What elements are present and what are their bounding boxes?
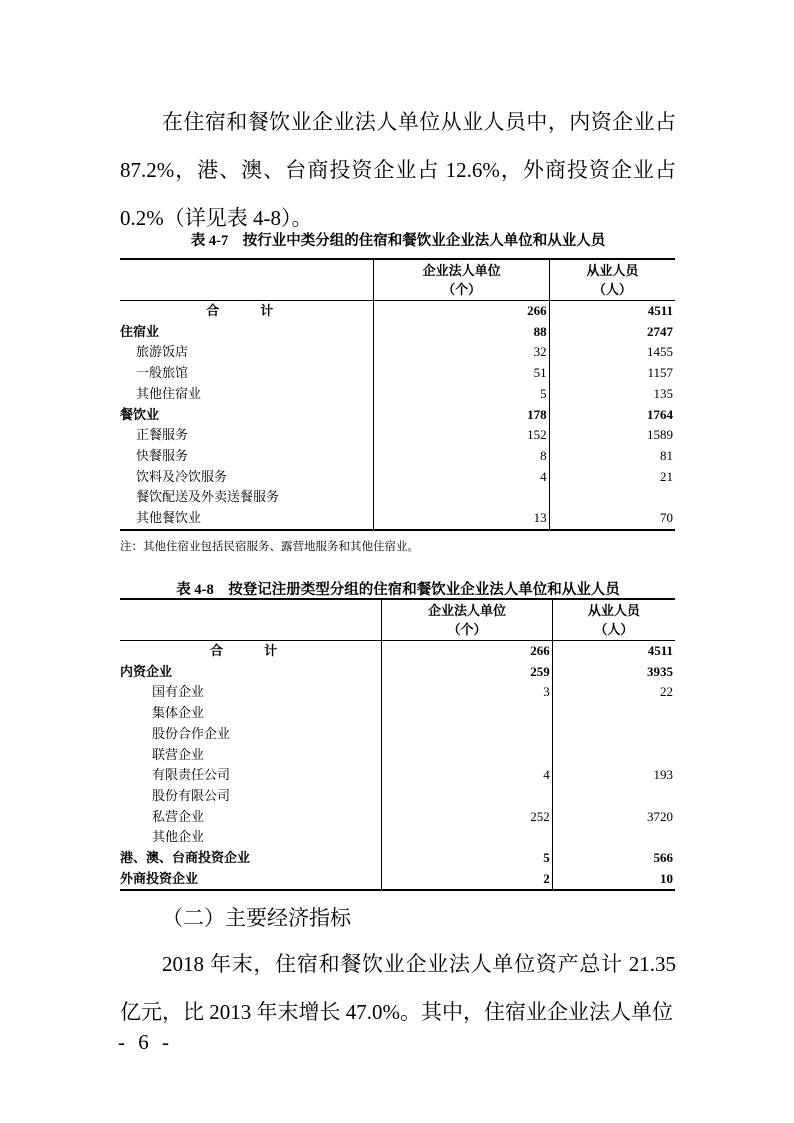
row-units: 32	[374, 342, 549, 363]
row-employees: 1764	[549, 405, 675, 426]
table-row	[120, 682, 675, 703]
table-row-total	[120, 641, 675, 662]
header-employees	[552, 599, 675, 641]
section-subheading: （二）主要经济指标	[162, 906, 351, 930]
row-units: 266	[382, 641, 552, 662]
row-employees: 22	[552, 682, 675, 703]
row-units: 259	[382, 662, 552, 683]
table-row	[120, 322, 675, 343]
header-blank-cell	[120, 259, 374, 301]
row-employees: 10	[552, 869, 675, 891]
table-4-8	[120, 598, 675, 891]
table-row	[120, 827, 675, 848]
table-row	[120, 786, 675, 807]
row-units: 5	[382, 848, 552, 869]
row-employees: 3935	[552, 662, 675, 683]
row-label: 港、澳、台商投资企业	[120, 850, 251, 866]
row-label: 外商投资企业	[120, 870, 199, 886]
row-units: 51	[374, 363, 549, 384]
row-units: 5	[374, 384, 549, 405]
row-units	[382, 786, 552, 807]
table-row	[120, 869, 675, 891]
row-employees: 193	[552, 765, 675, 786]
table-row	[120, 405, 675, 426]
table-row-total	[120, 301, 675, 322]
row-units: 252	[382, 807, 552, 828]
row-units: 2	[382, 869, 552, 891]
header-units	[382, 599, 552, 641]
row-employees: 21	[549, 467, 675, 488]
table-row	[120, 425, 675, 446]
table-4-7-caption: 表 4-7 按行业中类分组的住宿和餐饮业企业法人单位和从业人员	[190, 233, 606, 249]
row-units: 266	[374, 301, 549, 322]
row-employees	[552, 703, 675, 724]
row-label: 股份有限公司	[152, 787, 231, 803]
row-units: 13	[374, 508, 549, 530]
header-employees-line2: （人）	[592, 282, 632, 297]
row-label: 联营企业	[152, 746, 205, 762]
closing-paragraph: 2018 年末，住宿和餐饮业企业法人单位资产总计 21.35 亿元，比 2013 年末增长 47.0%。其中，住宿业企业法人单位	[120, 952, 676, 1024]
header-units	[374, 259, 549, 301]
intro-paragraph: 在住宿和餐饮业企业法人单位从业人员中，内资企业占87.2%，港、澳、台商投资企业占 12.6%，外商投资企业占0.2%（详见表 4-8）。	[120, 110, 676, 230]
row-units	[382, 827, 552, 848]
row-label: 住宿业	[120, 323, 160, 339]
header-units-line2: （个）	[442, 282, 482, 297]
row-label: 餐饮配送及外卖送餐服务	[136, 489, 280, 505]
table-row	[120, 467, 675, 488]
row-label: 其他企业	[152, 829, 205, 845]
row-label: 集体企业	[152, 705, 205, 721]
row-label: 旅游饭店	[136, 344, 189, 360]
row-label: 一般旅馆	[136, 365, 189, 381]
row-employees: 2747	[549, 322, 675, 343]
table-row	[120, 487, 675, 508]
row-employees: 135	[549, 384, 675, 405]
row-employees: 1589	[549, 425, 675, 446]
table-row	[120, 508, 675, 530]
table-row	[120, 724, 675, 745]
row-label: 私营企业	[152, 808, 205, 824]
row-units: 152	[374, 425, 549, 446]
row-units: 8	[374, 446, 549, 467]
row-units: 3	[382, 682, 552, 703]
table-row	[120, 446, 675, 467]
row-employees: 70	[549, 508, 675, 530]
header-units-line2: （个）	[447, 622, 487, 637]
table-4-7-note: 注：其他住宿业包括民宿服务、露营地服务和其他住宿业。	[120, 539, 419, 553]
row-units	[382, 724, 552, 745]
row-employees: 4511	[552, 641, 675, 662]
table-4-8-caption: 表 4-8 按登记注册类型分组的住宿和餐饮业企业法人单位和从业人员	[176, 582, 620, 598]
row-units: 4	[374, 467, 549, 488]
header-employees-line1: 从业人员	[586, 263, 639, 278]
header-units-line1: 企业法人单位	[422, 263, 501, 278]
row-label: 内资企业	[120, 663, 173, 679]
table-row	[120, 662, 675, 683]
row-label: 有限责任公司	[152, 767, 231, 783]
table-row	[120, 848, 675, 869]
row-employees	[552, 786, 675, 807]
header-employees-line2: （人）	[594, 622, 634, 637]
row-units	[374, 487, 549, 508]
row-employees: 1455	[549, 342, 675, 363]
table-row	[120, 363, 675, 384]
row-units	[382, 703, 552, 724]
row-employees: 1157	[549, 363, 675, 384]
row-label: 饮料及冷饮服务	[136, 468, 228, 484]
table-row	[120, 384, 675, 405]
header-employees	[549, 259, 675, 301]
row-employees: 4511	[549, 301, 675, 322]
row-units: 4	[382, 765, 552, 786]
row-employees: 566	[552, 848, 675, 869]
row-units	[382, 745, 552, 766]
table-row	[120, 703, 675, 724]
header-units-line1: 企业法人单位	[427, 603, 506, 618]
row-units: 178	[374, 405, 549, 426]
row-employees	[549, 487, 675, 508]
row-label: 合 计	[206, 303, 288, 318]
table-4-7	[120, 258, 675, 531]
row-employees	[552, 724, 675, 745]
table-header-row	[120, 259, 675, 301]
row-units: 88	[374, 322, 549, 343]
table-row	[120, 807, 675, 828]
table-row	[120, 745, 675, 766]
table-row	[120, 342, 675, 363]
row-label: 国有企业	[152, 684, 205, 700]
row-employees: 81	[549, 446, 675, 467]
page-number: - 6 -	[118, 1030, 173, 1054]
row-label: 正餐服务	[136, 427, 189, 443]
row-label: 股份合作企业	[152, 725, 231, 741]
row-label: 合 计	[210, 643, 292, 658]
row-label: 其他餐饮业	[136, 510, 202, 526]
row-employees	[552, 745, 675, 766]
row-label: 其他住宿业	[136, 385, 202, 401]
row-label: 餐饮业	[120, 406, 160, 422]
header-blank-cell	[120, 599, 382, 641]
row-employees: 3720	[552, 807, 675, 828]
row-label: 快餐服务	[136, 447, 189, 463]
row-employees	[552, 827, 675, 848]
header-employees-line1: 从业人员	[587, 603, 640, 618]
table-header-row	[120, 599, 675, 641]
table-row	[120, 765, 675, 786]
